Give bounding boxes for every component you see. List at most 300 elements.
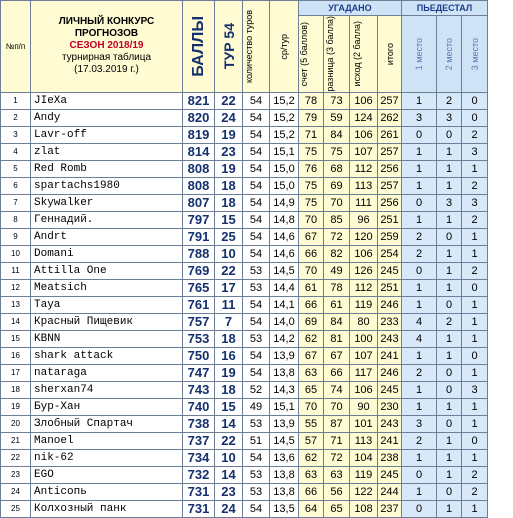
average-value: 14,6 (270, 228, 299, 245)
guessed-outcome: 101 (350, 415, 378, 432)
row-number: 23 (1, 466, 31, 483)
tour-points: 24 (215, 500, 243, 517)
col-header-place2: 2 место (437, 16, 462, 93)
tours-count: 54 (243, 177, 270, 194)
guessed-diff: 82 (324, 245, 350, 262)
podium-place2: 2 (437, 92, 462, 109)
points-value: 737 (183, 432, 215, 449)
row-number: 17 (1, 364, 31, 381)
tour-points: 11 (215, 296, 243, 313)
guessed-outcome: 107 (350, 347, 378, 364)
player-name: Domani (31, 245, 183, 262)
col-header-total: итого (378, 16, 402, 93)
podium-place3: 0 (462, 92, 488, 109)
guessed-diff: 81 (324, 330, 350, 347)
tours-count: 54 (243, 228, 270, 245)
average-value: 14,8 (270, 211, 299, 228)
podium-place1: 0 (402, 466, 437, 483)
podium-place3: 2 (462, 262, 488, 279)
guessed-outcome: 112 (350, 160, 378, 177)
guessed-score: 70 (299, 262, 324, 279)
podium-place2: 0 (437, 228, 462, 245)
col-header-number: №п/п (1, 1, 31, 93)
player-name: Skywalker (31, 194, 183, 211)
average-value: 15,2 (270, 126, 299, 143)
podium-place2: 1 (437, 398, 462, 415)
row-number: 1 (1, 92, 31, 109)
podium-place2: 1 (437, 160, 462, 177)
points-value: 731 (183, 483, 215, 500)
guessed-outcome: 113 (350, 432, 378, 449)
podium-place1: 0 (402, 194, 437, 211)
average-value: 14,6 (270, 245, 299, 262)
points-value: 819 (183, 126, 215, 143)
player-name: Anticопь (31, 483, 183, 500)
guessed-outcome: 106 (350, 245, 378, 262)
podium-place3: 0 (462, 347, 488, 364)
tour-points: 24 (215, 109, 243, 126)
tours-count: 53 (243, 415, 270, 432)
guessed-total: 256 (378, 194, 402, 211)
podium-place3: 2 (462, 211, 488, 228)
guessed-total: 251 (378, 279, 402, 296)
guessed-diff: 72 (324, 228, 350, 245)
podium-place2: 0 (437, 296, 462, 313)
guessed-outcome: 106 (350, 126, 378, 143)
podium-place2: 0 (437, 483, 462, 500)
points-value: 757 (183, 313, 215, 330)
podium-place3: 1 (462, 398, 488, 415)
row-number: 22 (1, 449, 31, 466)
table-row (1, 313, 488, 330)
table-row (1, 466, 488, 483)
tour-points: 18 (215, 177, 243, 194)
average-value: 14,5 (270, 432, 299, 449)
points-value: 807 (183, 194, 215, 211)
points-value: 797 (183, 211, 215, 228)
table-row (1, 228, 488, 245)
podium-place1: 0 (402, 126, 437, 143)
podium-place3: 1 (462, 330, 488, 347)
average-value: 15,2 (270, 109, 299, 126)
tours-count: 54 (243, 500, 270, 517)
guessed-total: 245 (378, 262, 402, 279)
podium-place1: 3 (402, 109, 437, 126)
player-name: Злобный Спартач (31, 415, 183, 432)
points-value: 731 (183, 500, 215, 517)
podium-place1: 1 (402, 160, 437, 177)
guessed-outcome: 104 (350, 449, 378, 466)
tour-points: 22 (215, 432, 243, 449)
guessed-total: 238 (378, 449, 402, 466)
guessed-outcome: 119 (350, 466, 378, 483)
row-number: 8 (1, 211, 31, 228)
guessed-total: 244 (378, 483, 402, 500)
row-number: 16 (1, 347, 31, 364)
guessed-score: 78 (299, 92, 324, 109)
average-value: 13,9 (270, 415, 299, 432)
podium-place3: 2 (462, 466, 488, 483)
player-name: Бур-Хан (31, 398, 183, 415)
tours-count: 53 (243, 483, 270, 500)
guessed-diff: 68 (324, 160, 350, 177)
table-row (1, 381, 488, 398)
guessed-score: 79 (299, 109, 324, 126)
row-number: 19 (1, 398, 31, 415)
table-row (1, 364, 488, 381)
tours-count: 54 (243, 143, 270, 160)
row-number: 5 (1, 160, 31, 177)
guessed-score: 66 (299, 483, 324, 500)
row-number: 3 (1, 126, 31, 143)
guessed-score: 55 (299, 415, 324, 432)
row-number: 7 (1, 194, 31, 211)
tour-points: 10 (215, 449, 243, 466)
table-row (1, 449, 488, 466)
guessed-total: 241 (378, 432, 402, 449)
podium-place2: 1 (437, 330, 462, 347)
guessed-score: 63 (299, 364, 324, 381)
podium-place3: 2 (462, 126, 488, 143)
podium-place1: 1 (402, 449, 437, 466)
podium-place1: 2 (402, 228, 437, 245)
points-value: 765 (183, 279, 215, 296)
player-name: sherxan74 (31, 381, 183, 398)
guessed-score: 63 (299, 466, 324, 483)
podium-place3: 3 (462, 143, 488, 160)
title-line-2: ПРОГНОЗОВ (74, 28, 139, 40)
podium-place1: 1 (402, 211, 437, 228)
tour-points: 15 (215, 398, 243, 415)
average-value: 13,9 (270, 347, 299, 364)
guessed-diff: 61 (324, 296, 350, 313)
guessed-score: 57 (299, 432, 324, 449)
average-value: 14,3 (270, 381, 299, 398)
guessed-score: 67 (299, 347, 324, 364)
player-name: Red Romb (31, 160, 183, 177)
podium-place3: 1 (462, 500, 488, 517)
tours-count: 54 (243, 296, 270, 313)
tours-count: 54 (243, 160, 270, 177)
average-value: 13,5 (270, 500, 299, 517)
season-label: СЕЗОН 2018/19 (69, 40, 144, 52)
row-number: 6 (1, 177, 31, 194)
guessed-diff: 85 (324, 211, 350, 228)
podium-place3: 1 (462, 296, 488, 313)
podium-place3: 0 (462, 279, 488, 296)
podium-place1: 1 (402, 177, 437, 194)
tours-count: 53 (243, 279, 270, 296)
guessed-outcome: 120 (350, 228, 378, 245)
podium-place1: 2 (402, 364, 437, 381)
guessed-total: 230 (378, 398, 402, 415)
guessed-outcome: 90 (350, 398, 378, 415)
tour-points: 25 (215, 228, 243, 245)
podium-place2: 1 (437, 211, 462, 228)
guessed-diff: 78 (324, 279, 350, 296)
row-number: 4 (1, 143, 31, 160)
podium-place3: 3 (462, 194, 488, 211)
average-value: 13,8 (270, 466, 299, 483)
points-value: 750 (183, 347, 215, 364)
podium-place1: 4 (402, 313, 437, 330)
guessed-diff: 59 (324, 109, 350, 126)
tour-points: 22 (215, 92, 243, 109)
tour-points: 14 (215, 466, 243, 483)
podium-place3: 1 (462, 160, 488, 177)
tour-points: 15 (215, 211, 243, 228)
guessed-outcome: 112 (350, 279, 378, 296)
guessed-score: 66 (299, 296, 324, 313)
average-value: 15,0 (270, 177, 299, 194)
guessed-diff: 72 (324, 449, 350, 466)
col-header-points: БАЛЛЫ (183, 1, 215, 93)
guessed-diff: 74 (324, 381, 350, 398)
tours-count: 54 (243, 194, 270, 211)
average-value: 14,1 (270, 296, 299, 313)
player-name: Andy (31, 109, 183, 126)
podium-place2: 0 (437, 364, 462, 381)
table-row (1, 500, 488, 517)
points-value: 732 (183, 466, 215, 483)
player-name: JIeXa (31, 92, 183, 109)
guessed-total: 241 (378, 347, 402, 364)
row-number: 12 (1, 279, 31, 296)
podium-place2: 0 (437, 126, 462, 143)
podium-place1: 1 (402, 279, 437, 296)
table-row (1, 330, 488, 347)
podium-place2: 1 (437, 466, 462, 483)
tour-points: 10 (215, 245, 243, 262)
tour-points: 19 (215, 364, 243, 381)
group-header-guessed: УГАДАНО (299, 1, 402, 16)
podium-place2: 1 (437, 245, 462, 262)
tours-count: 54 (243, 245, 270, 262)
tour-points: 16 (215, 347, 243, 364)
guessed-outcome: 108 (350, 500, 378, 517)
points-value: 740 (183, 398, 215, 415)
tours-count: 53 (243, 466, 270, 483)
tour-points: 19 (215, 160, 243, 177)
podium-place2: 1 (437, 347, 462, 364)
average-value: 15,1 (270, 398, 299, 415)
player-name: Attilla One (31, 262, 183, 279)
podium-place1: 1 (402, 483, 437, 500)
tour-points: 17 (215, 279, 243, 296)
row-number: 20 (1, 415, 31, 432)
guessed-score: 76 (299, 160, 324, 177)
tours-count: 53 (243, 330, 270, 347)
subtitle-line-2: (17.03.2019 г.) (74, 64, 139, 76)
player-name: Lavr-off (31, 126, 183, 143)
col-header-tour: ТУР 54 (215, 1, 243, 93)
guessed-diff: 63 (324, 466, 350, 483)
points-value: 769 (183, 262, 215, 279)
podium-place3: 0 (462, 432, 488, 449)
guessed-diff: 87 (324, 415, 350, 432)
table-row (1, 143, 488, 160)
guessed-diff: 70 (324, 398, 350, 415)
player-name: Геннадий. (31, 211, 183, 228)
table-row (1, 126, 488, 143)
podium-place3: 2 (462, 483, 488, 500)
podium-place1: 1 (402, 381, 437, 398)
guessed-outcome: 117 (350, 364, 378, 381)
guessed-score: 75 (299, 194, 324, 211)
tours-count: 52 (243, 381, 270, 398)
podium-place3: 1 (462, 364, 488, 381)
tour-points: 18 (215, 330, 243, 347)
guessed-outcome: 113 (350, 177, 378, 194)
player-name: EGO (31, 466, 183, 483)
podium-place3: 2 (462, 177, 488, 194)
row-number: 18 (1, 381, 31, 398)
podium-place1: 1 (402, 347, 437, 364)
guessed-total: 259 (378, 228, 402, 245)
tours-count: 54 (243, 211, 270, 228)
tours-count: 49 (243, 398, 270, 415)
podium-place2: 0 (437, 381, 462, 398)
guessed-outcome: 96 (350, 211, 378, 228)
group-header-podium: ПЬЕДЕСТАЛ (402, 1, 488, 16)
points-value: 808 (183, 160, 215, 177)
podium-place1: 3 (402, 415, 437, 432)
podium-place2: 1 (437, 177, 462, 194)
guessed-total: 257 (378, 177, 402, 194)
guessed-outcome: 100 (350, 330, 378, 347)
guessed-diff: 73 (324, 92, 350, 109)
tour-points: 22 (215, 262, 243, 279)
guessed-score: 64 (299, 500, 324, 517)
guessed-score: 75 (299, 143, 324, 160)
tours-count: 54 (243, 109, 270, 126)
guessed-outcome: 106 (350, 381, 378, 398)
tours-count: 53 (243, 262, 270, 279)
player-name: shark attack (31, 347, 183, 364)
podium-place1: 4 (402, 330, 437, 347)
podium-place3: 3 (462, 381, 488, 398)
table-row (1, 483, 488, 500)
podium-place1: 1 (402, 296, 437, 313)
tour-points: 7 (215, 313, 243, 330)
guessed-score: 67 (299, 228, 324, 245)
row-number: 14 (1, 313, 31, 330)
tour-points: 18 (215, 194, 243, 211)
subtitle-line-1: турнирная таблица (61, 52, 152, 64)
table-row (1, 279, 488, 296)
average-value: 15,1 (270, 143, 299, 160)
average-value: 14,2 (270, 330, 299, 347)
guessed-total: 256 (378, 160, 402, 177)
guessed-total: 257 (378, 92, 402, 109)
guessed-total: 245 (378, 381, 402, 398)
player-name: nataraga (31, 364, 183, 381)
guessed-score: 71 (299, 126, 324, 143)
podium-place1: 0 (402, 262, 437, 279)
table-row (1, 296, 488, 313)
table-row (1, 211, 488, 228)
guessed-total: 257 (378, 143, 402, 160)
guessed-diff: 67 (324, 347, 350, 364)
podium-place1: 2 (402, 245, 437, 262)
guessed-total: 246 (378, 364, 402, 381)
guessed-diff: 84 (324, 126, 350, 143)
average-value: 14,0 (270, 313, 299, 330)
table-row (1, 160, 488, 177)
guessed-total: 243 (378, 415, 402, 432)
player-name: Meatsich (31, 279, 183, 296)
podium-place2: 0 (437, 415, 462, 432)
podium-place2: 1 (437, 449, 462, 466)
guessed-outcome: 122 (350, 483, 378, 500)
row-number: 9 (1, 228, 31, 245)
guessed-outcome: 126 (350, 262, 378, 279)
points-value: 753 (183, 330, 215, 347)
podium-place3: 1 (462, 245, 488, 262)
average-value: 14,4 (270, 279, 299, 296)
col-header-place3: 3 место (462, 16, 488, 93)
average-value: 13,6 (270, 449, 299, 466)
guessed-total: 254 (378, 245, 402, 262)
guessed-diff: 66 (324, 364, 350, 381)
points-value: 734 (183, 449, 215, 466)
guessed-diff: 56 (324, 483, 350, 500)
points-value: 761 (183, 296, 215, 313)
guessed-diff: 69 (324, 177, 350, 194)
tours-count: 51 (243, 432, 270, 449)
table-row (1, 415, 488, 432)
player-name: nik-62 (31, 449, 183, 466)
guessed-outcome: 119 (350, 296, 378, 313)
guessed-score: 70 (299, 211, 324, 228)
table-row (1, 432, 488, 449)
tour-points: 23 (215, 483, 243, 500)
podium-place2: 3 (437, 109, 462, 126)
guessed-outcome: 111 (350, 194, 378, 211)
podium-place2: 1 (437, 143, 462, 160)
guessed-outcome: 124 (350, 109, 378, 126)
table-row (1, 177, 488, 194)
row-number: 13 (1, 296, 31, 313)
row-number: 15 (1, 330, 31, 347)
guessed-score: 75 (299, 177, 324, 194)
player-name: Красный Пищевик (31, 313, 183, 330)
table-title (31, 1, 183, 93)
col-header-diff: разница (3 балла) (324, 16, 350, 93)
player-name: Колхозный панк (31, 500, 183, 517)
podium-place1: 1 (402, 398, 437, 415)
col-header-average: ср/тур (270, 1, 299, 93)
title-line-1: ЛИЧНЫЙ КОНКУРС (58, 16, 155, 28)
tours-count: 54 (243, 364, 270, 381)
guessed-total: 251 (378, 211, 402, 228)
row-number: 24 (1, 483, 31, 500)
podium-place2: 2 (437, 313, 462, 330)
points-value: 820 (183, 109, 215, 126)
guessed-score: 62 (299, 330, 324, 347)
guessed-outcome: 106 (350, 92, 378, 109)
podium-place2: 1 (437, 262, 462, 279)
guessed-total: 262 (378, 109, 402, 126)
tours-count: 54 (243, 313, 270, 330)
row-number: 25 (1, 500, 31, 517)
guessed-total: 243 (378, 330, 402, 347)
guessed-diff: 75 (324, 143, 350, 160)
podium-place1: 2 (402, 432, 437, 449)
guessed-score: 65 (299, 381, 324, 398)
player-name: Andrt (31, 228, 183, 245)
row-number: 11 (1, 262, 31, 279)
